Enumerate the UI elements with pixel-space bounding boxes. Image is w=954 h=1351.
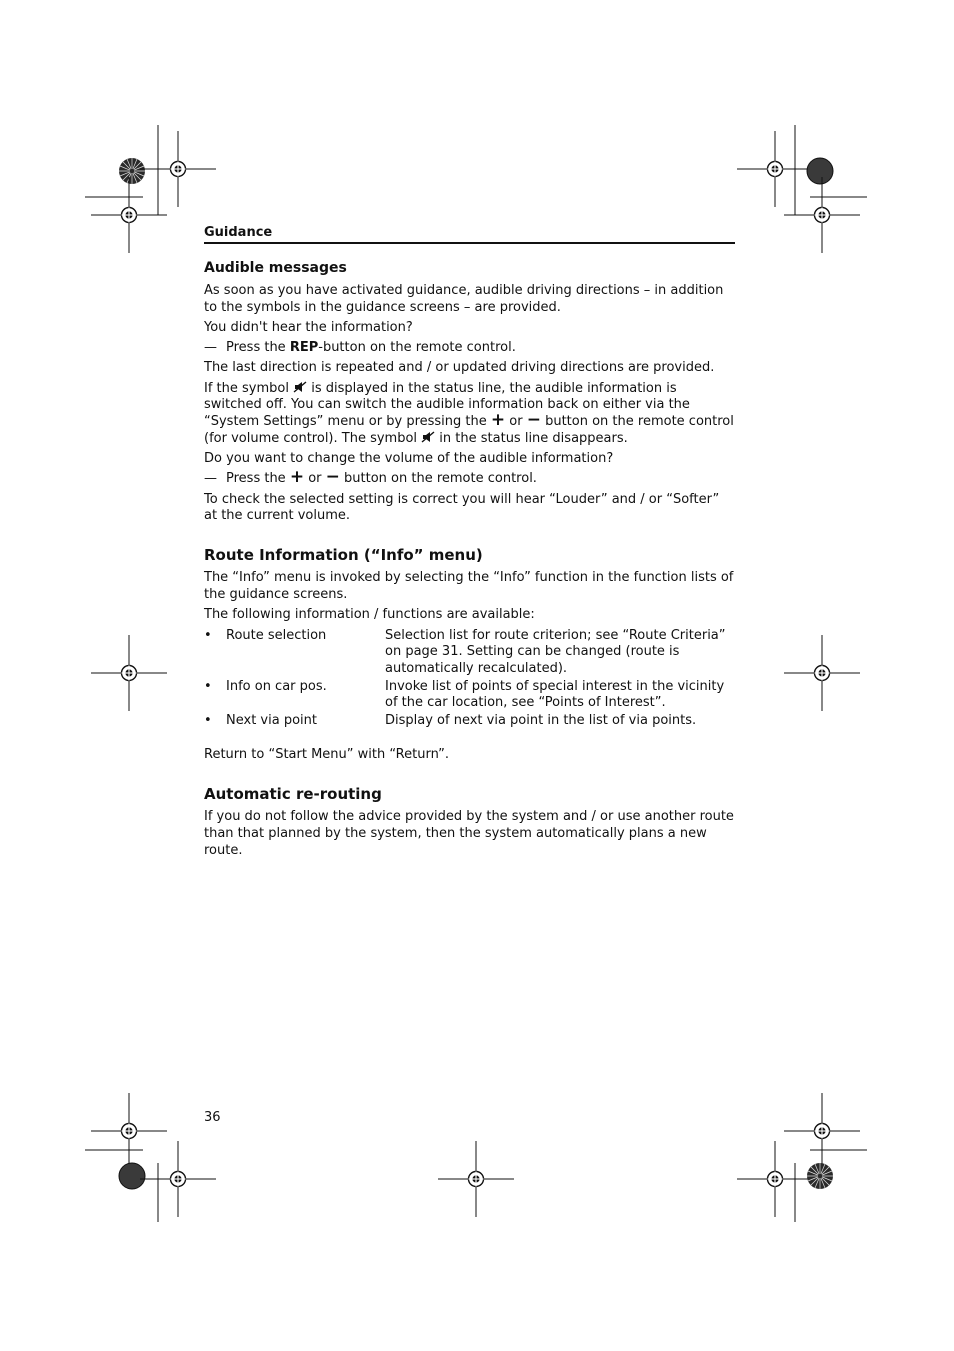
list-item-description: Selection list for route criterion; see “Route Criteria” on page 31. Setting can be changed (route is automatically recalculated). <box>385 627 726 677</box>
registration-mark-icon <box>737 131 813 207</box>
running-header: Guidance <box>204 225 735 244</box>
section-heading: Route Information (“Info” menu) <box>204 546 483 565</box>
step-text <box>226 467 537 488</box>
instruction-step <box>204 467 735 488</box>
list-item <box>204 679 735 713</box>
bullet: • <box>204 678 212 694</box>
starburst-target-icon <box>119 1163 145 1189</box>
registration-mark-icon <box>784 1093 860 1169</box>
step-text-part: button on the remote control. <box>339 471 537 487</box>
paragraph: You didn't hear the information? <box>204 319 413 335</box>
speaker-muted-icon <box>421 431 435 443</box>
rep-button-label: REP <box>289 340 319 356</box>
paragraph: The following information / functions are available: <box>204 607 535 623</box>
list-item-term: Next via point <box>226 712 317 728</box>
plus-icon: + <box>490 410 506 431</box>
registration-mark-icon <box>91 635 167 711</box>
minus-icon: − <box>526 410 541 431</box>
text-part: is displayed in the status line, the audible information is switched off. You can switch the audible information back on either via the “System Settings” menu or by pressing the <box>204 380 690 430</box>
starburst-target-icon <box>807 1163 833 1189</box>
registration-mark-icon <box>140 1141 216 1217</box>
paragraph: To check the selected setting is correct you will hear “Louder” and / or “Softer” at the current volume. <box>204 491 720 524</box>
bullet: • <box>204 712 212 728</box>
info-functions-list <box>204 628 735 730</box>
registration-mark-icon <box>737 1141 813 1217</box>
list-item-description: Invoke list of points of special interest in the vicinity of the car location, see “Points of Interest”. <box>385 678 725 711</box>
step-text-part: -button on the remote control. <box>318 340 516 356</box>
registration-mark-icon <box>438 1141 514 1217</box>
text-part: button on the remote control (for volume control). The symbol <box>204 414 734 446</box>
section-heading: Audible messages <box>204 260 347 276</box>
section-audible-messages <box>204 259 735 525</box>
step-text-part: Press the <box>226 471 290 487</box>
starburst-target-icon <box>119 158 145 184</box>
paragraph: If you do not follow the advice provided by the system and / or use another route than that planned by the system, then the system automatically plans a new route. <box>204 809 734 858</box>
text-part: If the symbol <box>204 380 294 396</box>
registration-mark-icon <box>91 1093 167 1169</box>
list-item-term: Route selection <box>226 627 327 643</box>
registration-mark-icon <box>91 177 167 253</box>
paragraph: The last direction is repeated and / or updated driving directions are provided. <box>204 360 715 376</box>
paragraph: Return to “Start Menu” with “Return”. <box>204 746 449 762</box>
list-item <box>204 713 735 730</box>
plus-icon: + <box>289 467 305 488</box>
dash-marker: — <box>204 471 217 487</box>
instruction-step <box>204 340 735 357</box>
section-automatic-rerouting <box>204 784 735 859</box>
list-item-term: Info on car pos. <box>226 678 327 694</box>
text-part: or <box>505 414 527 430</box>
paragraph: The “Info” menu is invoked by selecting the “Info” function in the function lists of the guidance screens. <box>204 570 734 603</box>
step-text-part: or <box>304 471 326 487</box>
paragraph-mute-symbol <box>204 381 735 448</box>
speaker-muted-icon <box>293 381 307 393</box>
step-text-part: Press the <box>226 340 290 356</box>
registration-mark-icon <box>784 635 860 711</box>
bullet: • <box>204 627 212 643</box>
minus-icon: − <box>325 467 340 488</box>
section-route-information <box>204 545 735 763</box>
dash-marker: — <box>204 340 217 356</box>
registration-mark-icon <box>140 131 216 207</box>
paragraph: Do you want to change the volume of the audible information? <box>204 451 614 467</box>
list-item <box>204 628 735 679</box>
list-item-description: Display of next via point in the list of via points. <box>385 712 697 728</box>
text-part: in the status line disappears. <box>435 430 628 446</box>
page-body <box>204 259 735 863</box>
starburst-target-icon <box>807 158 833 184</box>
paragraph: As soon as you have activated guidance, audible driving directions – in addition to the symbols in the guidance screens – are provided. <box>204 283 724 315</box>
page-number: 36 <box>204 1110 221 1125</box>
section-heading: Automatic re-routing <box>204 785 382 804</box>
step-text <box>226 340 516 357</box>
